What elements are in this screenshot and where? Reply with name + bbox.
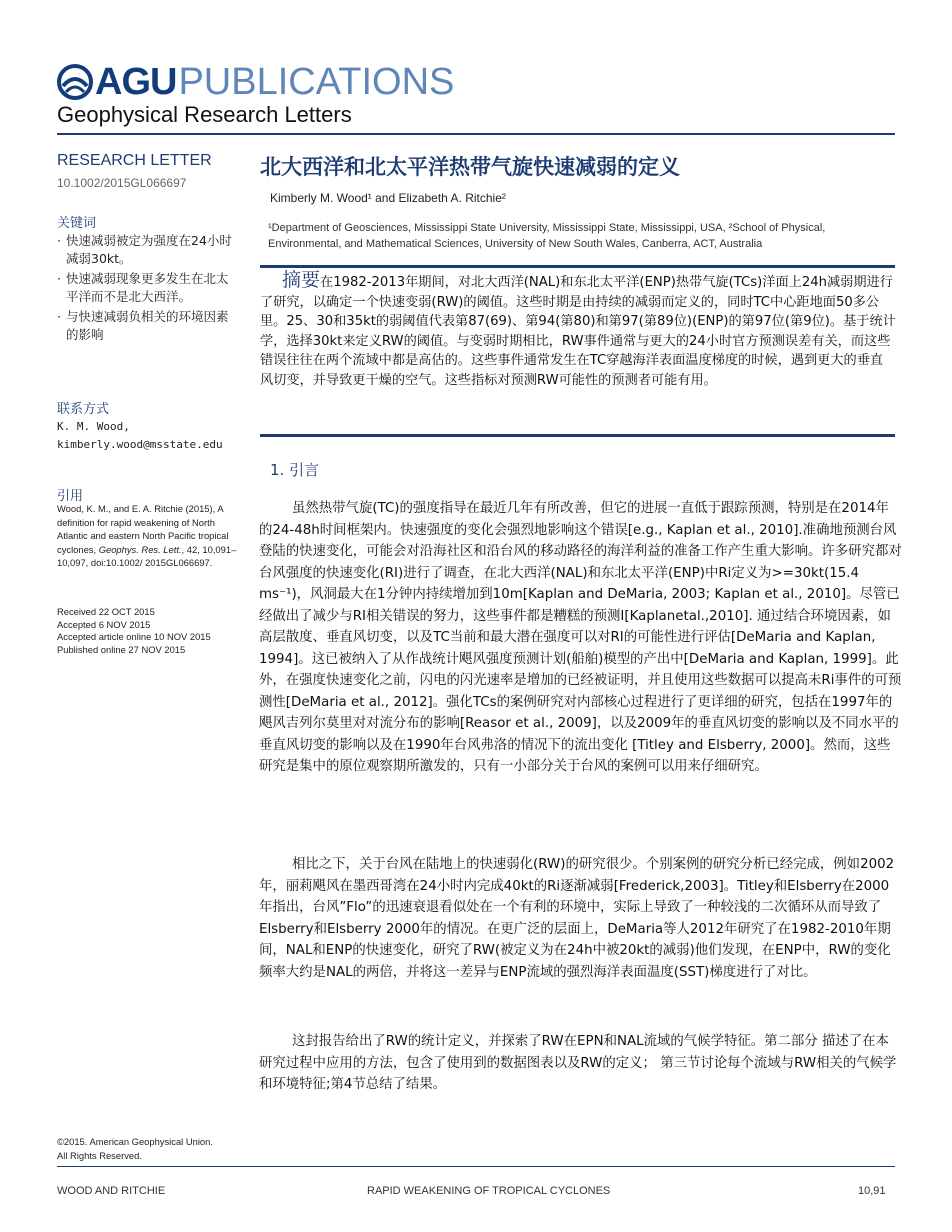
keyword-item: · 快速减弱被定为强度在24小时减弱30kt。 [57,232,237,268]
logo-agu-text: AGU [95,60,177,103]
copyright-line-1: ©2015. American Geophysical Union. [57,1136,213,1147]
abstract-bottom-rule [260,434,895,437]
copyright-notice [57,1135,213,1163]
keyword-item: · 与快速减弱负相关的环境因素的影响 [57,308,237,344]
citation-text [57,502,239,570]
logo-publications-text: PUBLICATIONS [178,60,455,103]
article-doi[interactable]: 10.1002/2015GL066697 [57,176,187,190]
abstract-top-rule [260,265,895,268]
abstract-heading: 摘要 [282,269,321,291]
abstract-text: 在1982-2013年期间，对北大西洋(NAL)和东北太平洋(ENP)热带气旋(TCs)洋面上24h减弱期进行了研究，以确定一个快速变弱(RW)的阈值。这些时期是由持续的减弱而定义的，同时TC中心距地面50多公里。25、30和35kt的弱阈值代表第87(69)、第94(第80)和第97(第89位)(ENP)的第97位(第9位)。基于统计学，选择30kt来定义RW的阈值。与变弱时期相比，RW事件通常与更大的24小时官方预测误差有关，而这些错误往往在两个流域中都是高估的。这些事件通常发生在TC穿越海洋表面温度梯度的时候，遇到更大的垂直 风切变，并导致更干燥的空气。这些指标对预测RW可能性的预测者可能有用。 [260,275,896,388]
contact-name: K. M. Wood, [57,420,130,433]
abstract [260,271,900,390]
section-heading-introduction: 1. 引言 [270,461,320,479]
citation-post: , 42, 10,091–10,097, doi:10.1002/ 2015GL066697. [57,543,237,568]
agu-logo [57,60,454,104]
article-authors: Kimberly M. Wood¹ and Elizabeth A. Ritchie² [270,191,506,205]
contact-info [57,418,223,454]
article-title: 北大西洋和北太平洋热带气旋快速减弱的定义 [260,155,680,179]
body-paragraph: 虽然热带气旋(TC)的强度指导在最近几年有所改善，但它的进展一直低于跟踪预测，特别是在2014年的24-48h时间框架内。快速强度的变化会强烈地影响这个错误[e.g., Kaplan et al., 2010].准确地预测台风登陆的快速变化，可能会对沿海社区和沿台风的移动路径的海洋利益的准备工作产生重大影响。许多研究都对台风强度的快速变化(RI)进行了调查，在北大西洋(NAL)和东北太平洋(ENP)中Ri定义为>=30kt(15.4 ms⁻¹)，风洞最大在1分钟内持续增加到10m[Kaplan and DeMaria, 2003; Kaplan et al., 2010]。尽管已经做出了减少与RI相关错误的努力，这些事件都是糟糕的预测I[Kaplanetal.,2010]. 通过结合环境因素，如高层散度、垂直风切变，以及TC当前和最大潜在强度可以对RI的可能性进行评估[DeMaria and Kaplan, 1994]。这已被纳入了从作战统计飓风强度预测计划(船舶)模型的产出中[DeMaria and Kaplan, 1999]。此外，在强度快速变化之前，闪电的闪光速率是增加的已经被证明，并且使用这些数据可以提高未Ri事件的可预测性[DeMaria et al., 2012]。强化TCs的案例研究对内部核心过程进行了更详细的研究，包括在1997年的飓风吉列尔莫里对对流分布的影响[Reasor et al., 2009]，以及2009年的垂直风切变的影响以及不同水平的垂直风切变的影响以及在1990年台风弗洛的情况下的流出变化 [Titley and Elsberry, 2000]。然而，这些研究是集中的原位观察期所激发的，只有一小部分关于台风的案例可以用来仔细研究。 [259,501,902,774]
article-type: RESEARCH LETTER [57,152,212,169]
copyright-line-2: All Rights Reserved. [57,1150,142,1161]
agu-globe-icon [57,64,93,100]
body-paragraph: 相比之下，关于台风在陆地上的快速弱化(RW)的研究很少。个别案例的研究分析已经完成，例如2002年，丽莉飓风在墨西哥湾在24小时内完成40kt的Ri逐渐减弱[Frederick,2003]。Titley和Elsberry在2000年指出，台风”Flo”的迅速衰退看似处在一个有利的环境中，实际上导致了一种较浅的二次循环从而导致了Elsberry和Elsberry 2000年的情况。在更广泛的层面上，DeMaria等人2012年研究了在1982-2010年期间，NAL和ENP的快速变化，研究了RW(被定义为在24h中被20kt的减弱)他们发现，在ENP中，RW的变化频率大约是NAL的两倍，并将这一差异与ENP流域的强烈海洋表面温度(SST)梯度进行了对比。 [259,857,895,980]
keyword-item: · 快速减弱现象更多发生在北太平洋而不是北大西洋。 [57,270,237,306]
footer-authors: WOOD AND RITCHIE [57,1185,166,1197]
keywords-list [57,232,237,346]
body-paragraph: 这封报告给出了RW的统计定义，并探索了RW在EPN和NAL流域的气候学特征。第二部分 描述了在本研究过程中应用的方法，包含了使用到的数据图表以及RW的定义； 第三节讨论每个流域与RW相关的气候学和环境特征;第4节总结了结果。 [259,1034,897,1092]
publication-dates [57,606,239,656]
author-affiliations: ¹Department of Geosciences, Mississippi State University, Mississippi State, Mississippi, USA, ²School of Physical, Environmental, and Mathematical Sciences, University of New South Wales, Canberra, ACT, Australia [268,222,826,250]
contact-email[interactable]: kimberly.wood@msstate.edu [57,438,223,451]
contact-heading: 联系方式 [57,401,110,416]
footer-page-number: 10,91 [858,1185,886,1197]
date-accepted: Accepted 6 NOV 2015 [57,618,151,630]
header-divider [57,133,895,135]
journal-name: Geophysical Research Letters [57,102,352,127]
citation-pre: Wood, K. M., and E. A. Ritchie (2015), A definition for rapid weakening of North Atlantic and eastern North Pacific tropical cyclones, [57,503,229,555]
citation-journal: Geophys. Res. Lett. [98,543,182,555]
footer-running-title: RAPID WEAKENING OF TROPICAL CYCLONES [367,1185,611,1197]
citation-heading: 引用 [57,488,84,503]
keywords-heading: 关键词 [57,215,97,230]
date-accepted-online: Accepted article online 10 NOV 2015 [57,631,211,643]
date-published: Published online 27 NOV 2015 [57,643,186,655]
date-received: Received 22 OCT 2015 [57,606,155,617]
footer-divider [57,1166,895,1167]
